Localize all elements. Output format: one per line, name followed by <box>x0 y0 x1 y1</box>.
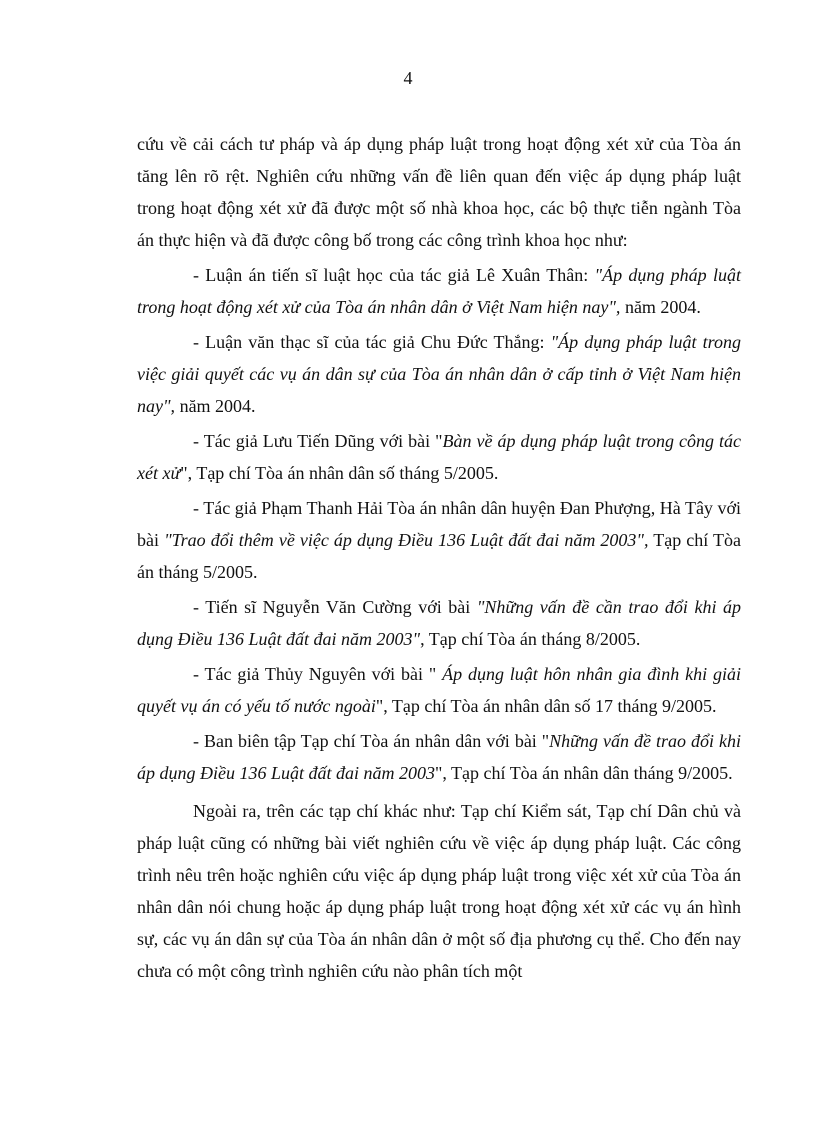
work-title: "Trao đổi thêm về việc áp dụng Điều 136 Luật đất đai năm 2003", <box>164 530 649 550</box>
work-title: Bàn về áp dụng pháp luật trong công tác xét xử <box>137 431 741 483</box>
work-lead: - Luận văn thạc sĩ của tác giả Chu Đức Thắng: <box>193 332 551 352</box>
work-lead: - Tiến sĩ Nguyễn Văn Cường với bài <box>193 597 477 617</box>
work-item <box>137 725 741 789</box>
work-source: ", Tạp chí Tòa án nhân dân số 17 tháng 9/2005. <box>375 696 717 716</box>
work-item <box>137 326 741 422</box>
work-title: "Những vấn đề cần trao đổi khi áp dụng Điều 136 Luật đất đai năm 2003" <box>137 597 741 649</box>
work-lead: - Tác giả Thủy Nguyên với bài " <box>193 664 443 684</box>
work-lead: - Tác giả Phạm Thanh Hải Tòa án nhân dân huyện Đan Phượng, Hà Tây với bài <box>137 498 741 550</box>
work-source: , Tạp chí Tòa án tháng 8/2005. <box>420 629 641 649</box>
work-title: Những vấn đề trao đổi khi áp dụng Điều 136 Luật đất đai năm 2003 <box>137 731 741 783</box>
work-lead: - Ban biên tập Tạp chí Tòa án nhân dân với bài " <box>193 731 550 751</box>
document-body <box>137 128 741 987</box>
closing-paragraph: Ngoài ra, trên các tạp chí khác như: Tạp chí Kiểm sát, Tạp chí Dân chủ và pháp luật cũng có những bài viết nghiên cứu về việc áp dụng pháp luật. Các công trình nêu trên hoặc nghiên cứu việc áp dụng pháp luật trong việc xét xử của Tòa án nhân dân nói chung hoặc áp dụng pháp luật trong hoạt động xét xử các vụ án hình sự, các vụ án dân sự của Tòa án nhân dân ở một số địa phương cụ thể. Cho đến nay chưa có một công trình nghiên cứu nào phân tích một <box>137 801 741 981</box>
work-title: "Áp dụng pháp luật trong hoạt động xét xử của Tòa án nhân dân ở Việt Nam hiện nay", <box>137 265 741 317</box>
work-lead: - Tác giả Lưu Tiến Dũng với bài " <box>193 431 443 451</box>
page-number: 4 <box>403 68 413 88</box>
work-lead: - Luận án tiến sĩ luật học của tác giả Lê Xuân Thân: <box>193 265 595 285</box>
work-source: năm 2004. <box>175 396 256 416</box>
work-item <box>137 658 741 722</box>
work-source: ", Tạp chí Tòa án nhân dân số tháng 5/2005. <box>180 463 499 483</box>
work-source: Tạp chí Tòa án tháng 5/2005. <box>137 530 741 582</box>
work-item <box>137 425 741 489</box>
work-title: "Áp dụng pháp luật trong việc giải quyết các vụ án dân sự của Tòa án nhân dân ở cấp tỉnh ở Việt Nam hiện nay", <box>137 332 741 416</box>
work-item <box>137 591 741 655</box>
work-item <box>137 492 741 588</box>
work-title: Áp dụng luật hôn nhân gia đình khi giải quyết vụ án có yếu tố nước ngoài <box>137 664 741 716</box>
intro-paragraph: cứu về cải cách tư pháp và áp dụng pháp luật trong hoạt động xét xử của Tòa án tăng lên rõ rệt. Nghiên cứu những vấn đề liên quan đến việc áp dụng pháp luật trong hoạt động xét xử đã được một số nhà khoa học, các bộ thực tiễn ngành Tòa án thực hiện và đã được công bố trong các công trình khoa học như: <box>137 134 741 250</box>
work-source: năm 2004. <box>620 297 701 317</box>
work-source: ", Tạp chí Tòa án nhân dân tháng 9/2005. <box>435 763 733 783</box>
work-item <box>137 259 741 323</box>
